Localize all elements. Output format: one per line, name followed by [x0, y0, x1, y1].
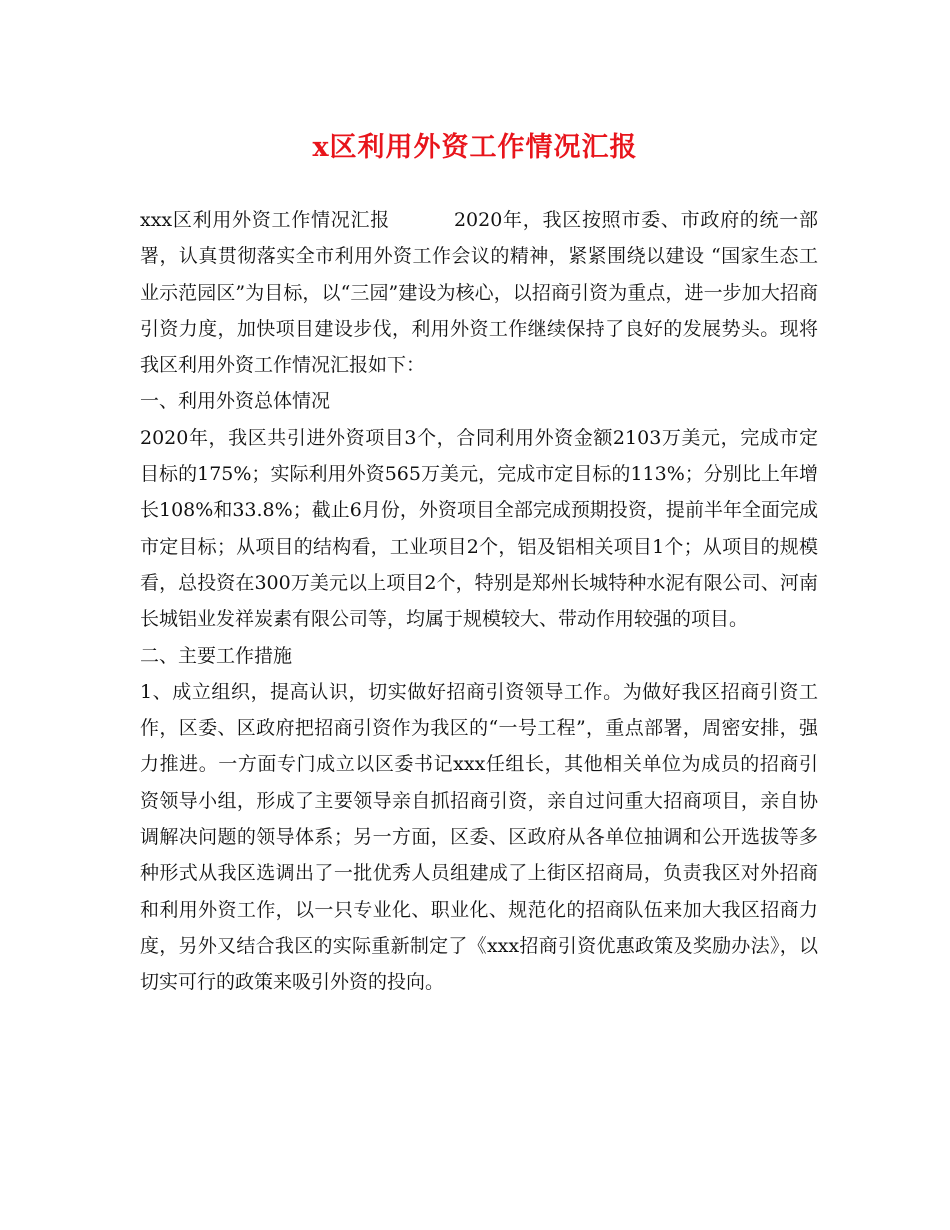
section-2-paragraph: 1、成立组织，提高认识，切实做好招商引资领导工作。为做好我区招商引资工作，区委、区政府把招商引资作为我区的“一号工程”，重点部署，周密安排，强力推进。一方面专门成立以区委书记xxx任组长，其他相关单位为成员的招商引资领导小组，形成了主要领导亲自抓招商引资，亲自过问重大招商项目，亲自协调解决问题的领导体系；另一方面，区委、区政府从各单位抽调和公开选拔等多种形式从我区选调出了一批优秀人员组建成了上街区招商局，负责我区对外招商和利用外资工作，以一只专业化、职业化、规范化的招商队伍来加大我区招商力度，另外又结合我区的实际重新制定了《xxx招商引资优惠政策及奖励办法》，以切实可行的政策来吸引外资的投向。: [140, 680, 818, 994]
section-2-heading: 二、主要工作措施: [140, 644, 293, 667]
section-1-paragraph: 2020年，我区共引进外资项目3个，合同利用外资金额2103万美元，完成市定目标的175%；实际利用外资565万美元，完成市定目标的113%；分别比上年增长108%和33.8%；截止6月份，外资项目全部完成预期投资，提前半年全面完成市定目标；从项目的结构看，工业项目2个，铝及铝相关项目1个；从项目的规模看，总投资在300万美元以上项目2个，特别是郑州长城特种水泥有限公司、河南长城铝业发祥炭素有限公司等，均属于规模较大、带动作用较强的项目。: [140, 426, 818, 631]
intro-paragraph: [140, 202, 818, 383]
intro-lead: xxx区利用外资工作情况汇报: [140, 209, 390, 231]
section-1-heading: 一、利用外资总体情况: [140, 390, 331, 413]
document-body: [140, 202, 818, 1001]
document-title: x区利用外资工作情况汇报: [312, 132, 638, 163]
intro-text: 2020年，我区按照市委、市政府的统一部署，认真贯彻落实全市利用外资工作会议的精神，紧紧围绕以建设 “国家生态工业示范园区”为目标，以“三园”建设为核心，以招商引资为重点，进一步加大招商引资力度，加快项目建设步伐，利用外资工作继续保持了良好的发展势头。现将我区利用外资工作情况汇报如下：: [140, 209, 818, 377]
